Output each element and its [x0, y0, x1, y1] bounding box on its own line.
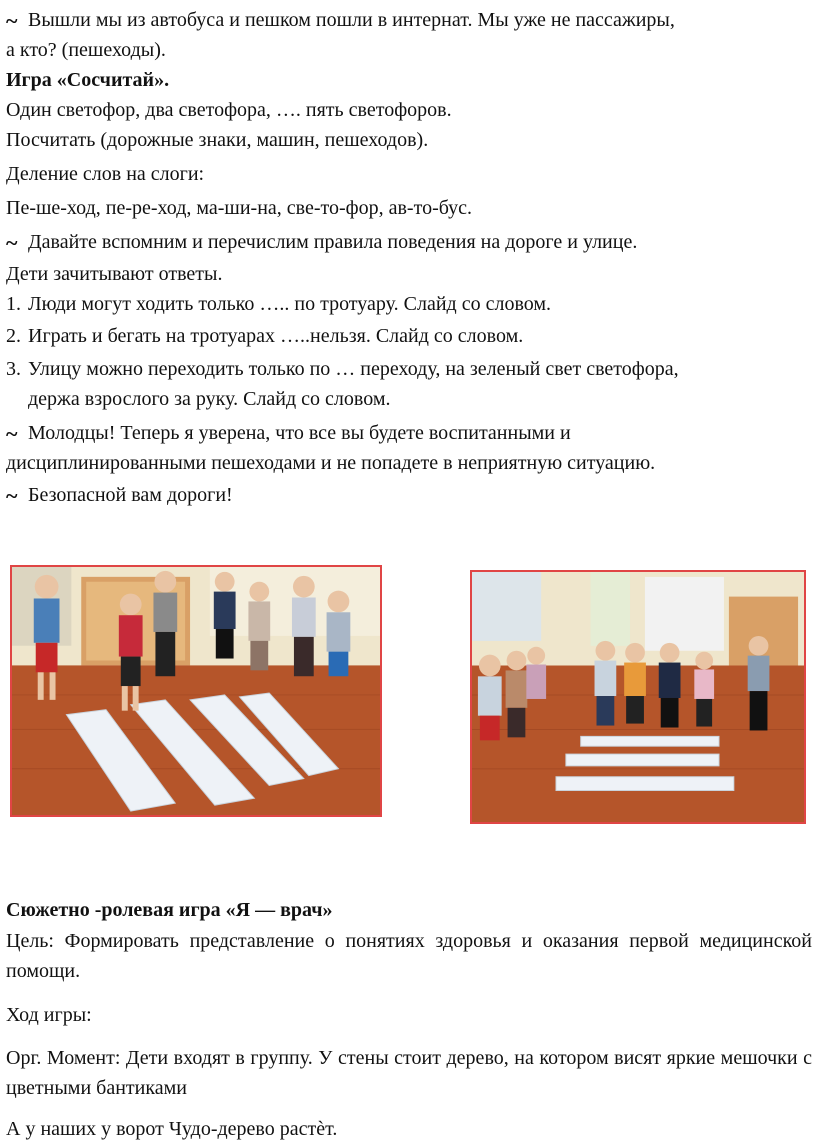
tilde-bullet-icon: ~ — [6, 483, 18, 508]
rule-item-3: 3. Улицу можно переходить только по … переходу, на зеленый свет светофора, — [6, 358, 679, 380]
poem-line: А у наших у ворот Чудо-дерево растѐт. — [6, 1118, 338, 1140]
text-line: Деление слов на слоги: — [6, 163, 205, 185]
text-line: Посчитать (дорожные знаки, машин, пешеходов). — [6, 129, 429, 151]
text-line: а кто? (пешеходы). — [6, 39, 166, 61]
tilde-bullet-icon: ~ — [6, 230, 18, 255]
game-title: Игра «Сосчитай». — [6, 69, 170, 91]
rule-item-2: 2. Играть и бегать на тротуарах …..нельзя. Слайд со словом. — [6, 325, 524, 347]
tilde-bullet-icon: ~ — [6, 421, 18, 446]
paragraph-bus: ~ Вышли мы из автобуса и пешком пошли в интернат. Мы уже не пассажиры, — [6, 8, 675, 33]
text-line: Дети зачитывают ответы. — [6, 263, 223, 285]
photo-children-crosswalk-2 — [470, 570, 806, 824]
rule-item-3-continuation: держа взрослого за руку. Слайд со словом. — [28, 388, 391, 410]
photo-children-crosswalk-1 — [10, 565, 382, 817]
section-title: Сюжетно -ролевая игра «Я — врач» — [6, 899, 333, 921]
paragraph-farewell: ~ Безопасной вам дороги! — [6, 483, 233, 508]
goal-paragraph: Цель: Формировать представление о понятиях здоровья и оказания первой медицинской помощи. — [6, 930, 812, 982]
paragraph-rules-intro: ~ Давайте вспомним и перечислим правила поведения на дороге и улице. — [6, 230, 638, 255]
text-line: Пе-ше-ход, пе-ре-ход, ма-ши-на, све-то-фор, ав-то-бус. — [6, 197, 473, 219]
text-line: Один светофор, два светофора, …. пять светофоров. — [6, 99, 452, 121]
tilde-bullet-icon: ~ — [6, 8, 18, 33]
course-heading: Ход игры: — [6, 1004, 92, 1026]
rule-item-1: 1. Люди могут ходить только ….. по тротуару. Слайд со словом. — [6, 293, 552, 315]
text-line: дисциплинированными пешеходами и не попадете в неприятную ситуацию. — [6, 452, 656, 474]
org-moment-paragraph: Орг. Момент: Дети входят в группу. У стены стоит дерево, на котором висят яркие мешочки с цветными бантиками — [6, 1047, 812, 1099]
paragraph-praise: ~ Молодцы! Теперь я уверена, что все вы будете воспитанными и — [6, 421, 571, 446]
